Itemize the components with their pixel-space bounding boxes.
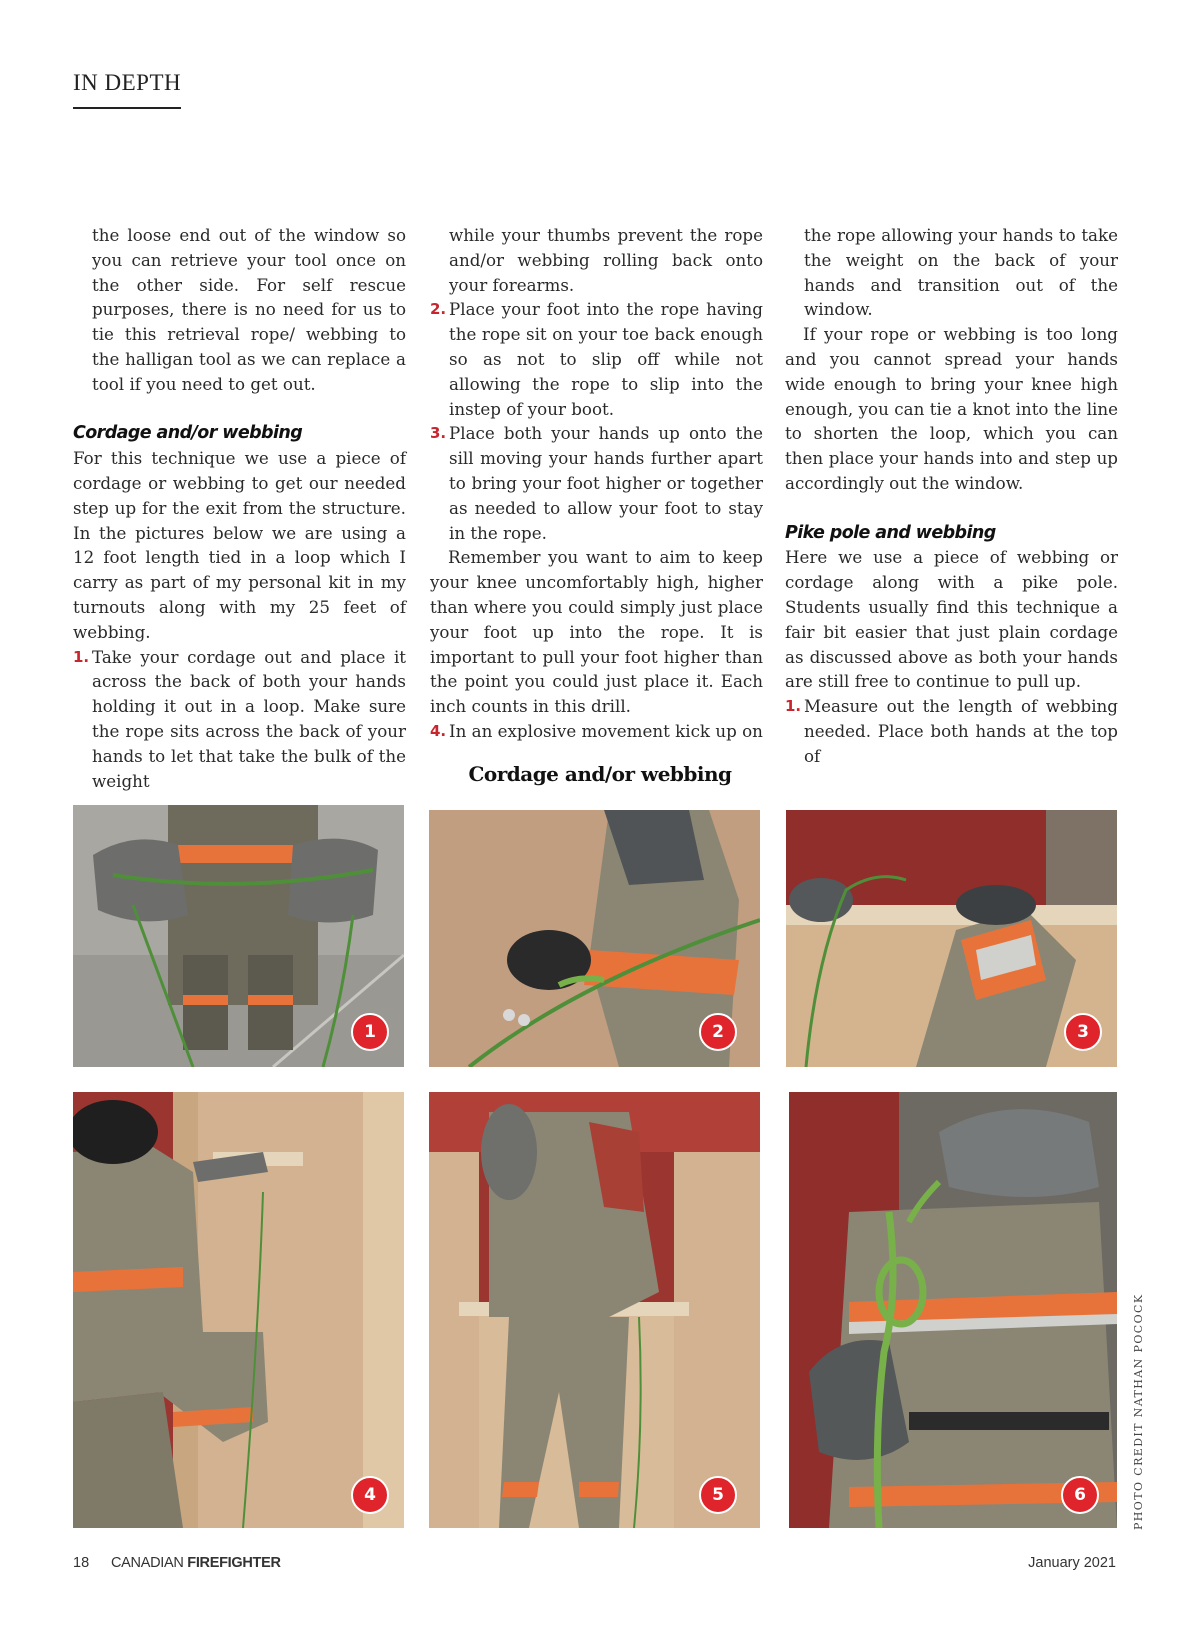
step-item [430,719,763,744]
step-item [785,694,1118,768]
photo-number-badge: 5 [699,1476,737,1514]
paragraph: the loose end out of the window so you can retrieve your tool once on the other side. For self rescue purposes, there is no need for us to tie this retrieval rope/ webbing to the halligan tool as we can replace a tool if you need to get out. [92,225,406,394]
article-column-2 [430,223,763,744]
step-text: In an explosive movement kick up on [449,720,763,741]
photo-2 [429,810,760,1067]
photo-6 [789,1092,1117,1528]
step-number: 2. [430,300,447,319]
gallery-title: Cordage and/or webbing [468,762,732,786]
step-text: Take your cordage out and place it across the back of both your hands holding it out in a loop. Make sure the rope sits across the back of your hands to let that take the bulk of the weight [92,646,406,791]
photo-credit-text: PHOTO CREDIT NATHAN POCOCK [1132,1293,1145,1530]
paragraph: the rope allowing your hands to take the weight on the back of your hands and transition out of the window. [804,225,1118,320]
photo-number-badge: 3 [1064,1013,1102,1051]
step-text: Place both your hands up onto the sill moving your hands further apart to bring your foot higher or together as needed to allow your foot to stay in the rope. [449,423,763,543]
photo-5 [429,1092,760,1528]
page-number: 18 [73,1555,90,1571]
subheading: Pike pole and webbing [785,522,996,543]
step-number: 1. [73,647,90,666]
photo-number-badge: 6 [1061,1476,1099,1514]
step-number: 4. [430,721,447,740]
photo-number-badge: 2 [699,1013,737,1051]
magazine-brand [111,1555,281,1571]
paragraph: If your rope or webbing is too long and you cannot spread your hands wide enough to bring your knee high enough, you can tie a knot into the line to shorten the loop, which you can then place your hands into and step up accordingly out the window. [785,324,1118,493]
step-text: Measure out the length of webbing needed. Place both hands at the top of [804,696,1118,766]
photo-1 [73,805,404,1067]
article-column-3 [785,223,1118,769]
subheading: Cordage and/or webbing [73,423,303,444]
brand-bold: FIREFIGHTER [187,1555,281,1571]
step-number: 1. [785,697,802,716]
article-column-1 [73,223,406,793]
paragraph: Here we use a piece of webbing or cordage along with a pike pole. Students usually find this technique a fair bit easier that just plain cordage as discussed above as both your hands are still free to continue to pull up. [785,547,1118,692]
photo-number-badge: 1 [351,1013,389,1051]
section-rule [73,107,181,109]
paragraph: while your thumbs prevent the rope and/or webbing rolling back onto your forearms. [449,225,763,295]
photo-4 [73,1092,404,1528]
paragraph: For this technique we use a piece of cordage or webbing to get our needed step up for the exit from the structure. In the pictures below we are using a 12 foot length tied in a loop which I carry as part of my personal kit in my turnouts along with my 25 feet of webbing. [73,448,406,642]
issue-date: January 2021 [1028,1555,1116,1571]
photo-3 [786,810,1117,1067]
step-item [430,421,763,545]
step-text: Place your foot into the rope having the rope sit on your toe back enough so as not to slip off while not allowing the rope to slip into the instep of your boot. [449,299,763,419]
section-label: IN DEPTH [73,70,182,95]
step-number: 3. [430,424,447,443]
paragraph: Remember you want to aim to keep your knee uncomfortably high, higher than where you could simply just place your foot up into the rope. It is important to pull your foot higher than the point you could just place it. Each inch counts in this drill. [430,547,763,717]
photo-number-badge: 4 [351,1476,389,1514]
step-item [430,297,763,421]
brand-light: CANADIAN [111,1555,188,1571]
